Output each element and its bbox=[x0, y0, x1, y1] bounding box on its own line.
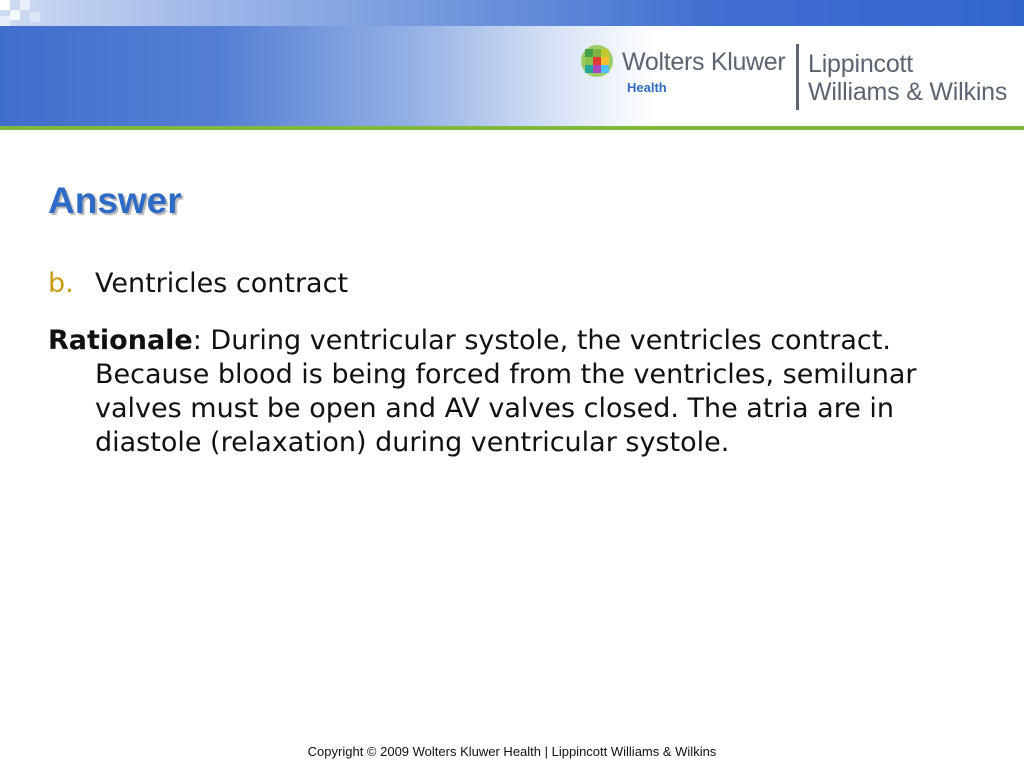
header-green-rule bbox=[0, 126, 1024, 130]
logo-division: Health bbox=[627, 80, 667, 95]
logo-divider bbox=[796, 44, 799, 110]
logo-imprint-line1: Lippincott bbox=[808, 50, 914, 78]
answer-text: Ventricles contract bbox=[95, 268, 349, 299]
rationale-text: : During ventricular systole, the ventricles contract. Because blood is being forced from the ventricles, semilunar valves must be open and AV valves closed. The atria are in diastole (relaxation) during ventricular systole. bbox=[95, 325, 917, 458]
rationale-label: Rationale bbox=[48, 325, 193, 356]
header-top-strip bbox=[0, 0, 1024, 26]
publisher-logo bbox=[580, 40, 1020, 116]
wolters-kluwer-globe-icon bbox=[580, 44, 614, 78]
decorative-tiles bbox=[0, 0, 44, 26]
copyright-footer: Copyright © 2009 Wolters Kluwer Health | Lippincott Williams & Wilkins bbox=[307, 744, 717, 759]
logo-brand-name: Wolters Kluwer bbox=[622, 48, 786, 76]
slide-title: Answer bbox=[48, 180, 182, 221]
header-banner bbox=[0, 0, 1024, 126]
rationale-paragraph bbox=[48, 324, 1008, 460]
logo-imprint-line2: Williams & Wilkins bbox=[808, 78, 1008, 106]
answer-item bbox=[48, 268, 348, 299]
answer-letter: b. bbox=[48, 268, 74, 299]
